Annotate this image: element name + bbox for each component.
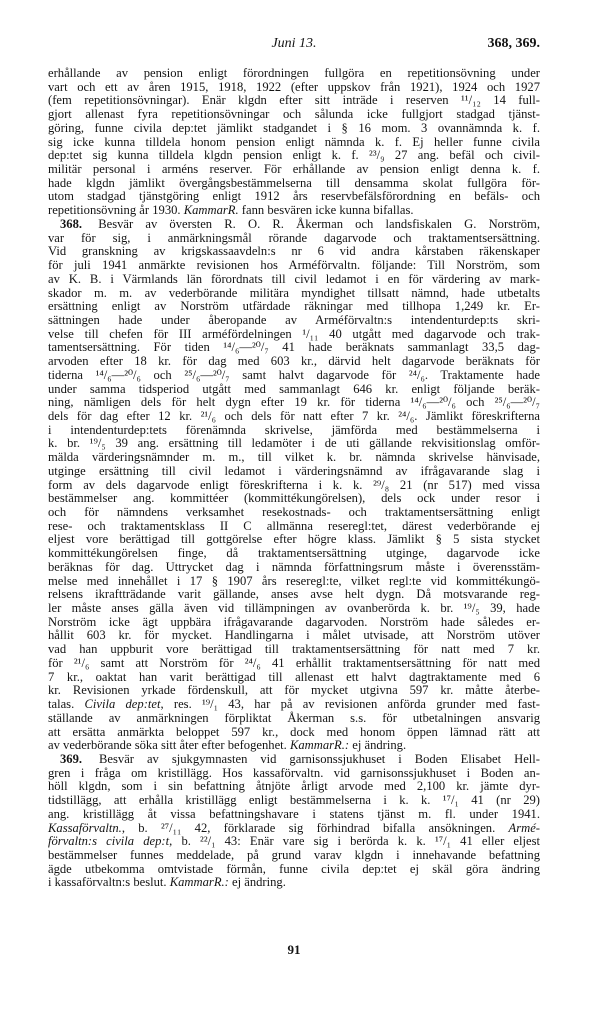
text-run: gjort allenast fyra repetitionsövningar och sålunda icke fullgjort stadgad tjänst- <box>48 107 540 122</box>
text-line <box>48 163 540 177</box>
text-run: k. br. ¹⁹/₅ 39 ang. ersättning till ledamöter i de uti gällande rekvisitionslag omför- <box>48 436 540 451</box>
text-line <box>48 424 540 438</box>
text-line <box>48 122 540 136</box>
text-line <box>48 492 540 506</box>
text-run: bestämmelser funnes meddelade, på grund varav klgdn i innehavande befattning <box>48 847 540 862</box>
text-line <box>48 876 540 890</box>
text-run: för ²¹/₆ samt att Norström för ²⁴/₆ 41 erhållit traktamentsersättning för natt med <box>48 655 540 670</box>
text-line <box>48 177 540 191</box>
text-run: 7 kr., oaktat han varit berättigad till allenast ett halvt dagtraktamente med 6 <box>48 669 540 684</box>
text-line <box>48 328 540 342</box>
text-line <box>48 684 540 698</box>
text-line <box>48 863 540 877</box>
text-line <box>48 561 540 575</box>
italic-citation: KammarR.: <box>169 875 229 890</box>
text-run: eljest vore berättigad till gottgörelse efter högre klass. Jämlikt § 5 sista stycket <box>48 532 540 547</box>
text-line <box>48 698 540 712</box>
text-run: var för sig, i anmärkningsmål rörande dagarvode och traktamentsersättning. <box>48 230 540 245</box>
text-run: att ersätta anmärkta beloppet 597 kr., dock med honom öppen lämnad rätt att <box>48 724 540 739</box>
text-run: ägde utbekomma omtvistade förmån, funne civila dep:tet ej skäl göra ändring <box>48 861 540 876</box>
text-run: i kassaförvaltn:s beslut. <box>48 875 170 890</box>
text-line <box>48 273 540 287</box>
text-line <box>48 520 540 534</box>
text-line <box>48 355 540 369</box>
text-run: i intendenturdep:tets förenämnda skrivelse, jämförda med bestämmelserna i <box>48 422 540 437</box>
text-line <box>48 506 540 520</box>
text-run: ler måste anses gälla även vid tillämpningen av ovanberörda k. br. ¹⁹/₅ 39, hade <box>48 601 540 616</box>
text-line <box>48 451 540 465</box>
text-run: för juli 1941 anmärkte revisionen hos Arméförvaltn. följande: Till Norström, som <box>48 258 540 273</box>
text-line <box>48 149 540 163</box>
text-line <box>48 822 540 836</box>
text-run: (fem repetitionsövningar). Enär klgdn efter sitt inträde i reserven ¹¹/₁₂ 14 full- <box>48 93 540 108</box>
text-line <box>48 671 540 685</box>
text-line <box>48 437 540 451</box>
text-run: velse till chefen för III arméfördelningen ¹/₁₁ 40 utgått med dagarvode och trak- <box>48 326 540 341</box>
text-line <box>48 739 540 753</box>
text-line <box>48 533 540 547</box>
text-run: repetitionsövning år 1930. <box>48 203 184 218</box>
text-run: utom stadgad tjänstgöring enligt 1912 års reservbefälsförordning en befäls- och <box>48 189 540 204</box>
text-run: skador m. m. av vederbörande militära myndighet tillsatt nämnd, hade utbetalts <box>48 285 540 300</box>
text-run: ang. kristillägg åt vissa befattningshavare i statens tjänst m. fl. under 1941. <box>48 806 540 821</box>
text-line <box>48 547 540 561</box>
text-run: rese- och traktamentsklass II C allmänna reseregl:tet, därest vederbörande ej <box>48 518 540 533</box>
text-line <box>48 465 540 479</box>
text-run: hade klgdn jämlikt övergångsbestämmelserna till densamma skolat fullgöra för- <box>48 175 540 190</box>
text-run: ställande av anmärkningen förpliktat Åkerman s.s. för utbetalningen ansvarig <box>48 710 540 725</box>
text-line <box>48 602 540 616</box>
text-run: kommittékungörelsen finge, då traktamentsersättning utginge, dagarvode icke <box>48 546 540 561</box>
text-run: erhållande av pension enligt förordningen fullgöra en repetitionsövning under <box>48 66 540 80</box>
running-header-case-numbers: 368, 369. <box>487 36 540 51</box>
text-line <box>48 190 540 204</box>
text-run: Norström icke ägt uppbära ifrågavarande dagarvoden. Norström hade således er- <box>48 614 540 629</box>
text-line <box>48 232 540 246</box>
text-line <box>48 81 540 95</box>
text-line <box>48 67 540 81</box>
text-run: dels för dag efter 12 kr. ²¹/₆ och dels för natt efter 7 kr. ²⁴/₆. Jämlikt föreskrifterna <box>48 408 540 423</box>
text-run: vart och ett av åren 1915, 1918, 1922 (efter uppskov från 1921), 1924 och 1927 <box>48 79 540 94</box>
text-line <box>48 314 540 328</box>
italic-citation: Civila dep:tet <box>84 697 161 712</box>
text-line <box>48 808 540 822</box>
text-run: tamentsersättning. För tiden ¹⁴/₆—²⁰/₇ 41 hade beräknats sammanlagt 33,5 dag- <box>48 340 540 355</box>
document-body <box>48 67 540 890</box>
text-line <box>48 767 540 781</box>
text-run: kr. Revisionen yrkade fördenskull, att för mycket utgivna 597 kr. måtte återbe- <box>48 683 540 698</box>
text-line <box>48 643 540 657</box>
text-run: under samma tidsperiod utgått med sammanlagt 646 kr. enligt följande beräk- <box>48 381 540 396</box>
text-run: ersättning enligt av Norström utfärdade räkningar med tillhopa 1,249 kr. Er- <box>48 299 540 314</box>
text-run: göring, funne civila dep:tet jämlikt stadgandet i § 16 mom. 3 ovannämnda k. f. <box>48 120 540 135</box>
text-line <box>48 108 540 122</box>
italic-citation: Armé- <box>508 820 540 835</box>
text-run: tidstillägg, att erhålla kristillägg enligt bestämmelserna i k. k. ¹⁷/₁ 41 (nr 29) <box>48 793 540 808</box>
text-line <box>48 94 540 108</box>
text-line <box>48 204 540 218</box>
text-line <box>48 616 540 630</box>
text-run: ning, nämligen dels för helt dygn efter 19 kr. för tiderna ¹⁴/₆—²⁰/₆ och ²⁵/₆—²⁰/₇ <box>48 395 540 410</box>
text-run: ej ändring. <box>228 875 286 890</box>
text-run: bestämmelser ang. kommittéer (kommittékungörelsen), dels ock under resor i <box>48 491 540 506</box>
italic-citation: KammarR.: <box>289 738 350 753</box>
text-line <box>48 341 540 355</box>
text-run: Besvär av sjukgymnasten vid garnisonssjukhuset i Boden Elisabet Hell- <box>86 751 540 766</box>
text-line <box>48 835 540 849</box>
text-run: tiderna ¹⁴/₆—²⁰/₆ och ²⁵/₆—²⁰/₇ samt halvt dagarvode för ²⁴/₆. Traktamente hade <box>48 367 540 382</box>
text-run: av vederbörande söka sitt åter efter befogenhet. <box>48 738 290 753</box>
text-line <box>48 410 540 424</box>
text-run: , b. ²⁷/₁₁ 42, förklarade sig förhindrad bifalla ansökningen. <box>121 820 509 835</box>
text-line <box>48 780 540 794</box>
page-number <box>0 942 616 958</box>
text-run: sig icke kunna tilldela honom pension enligt nämnda k. f. Ej heller funne civila <box>48 134 540 149</box>
text-run: och för nämndens verksamhet resekostnads- och traktamentsersättning enligt <box>48 505 540 519</box>
text-line <box>48 629 540 643</box>
case-number: 368. <box>60 216 83 231</box>
text-run: vad han uppburit vore berättigad till traktamentsersättning för natt med 7 kr. <box>48 642 540 657</box>
text-line <box>48 575 540 589</box>
text-line <box>48 479 540 493</box>
text-run: av K. B. i Värmlands län förordnats till civil ledamot i en för värdering av mark- <box>48 271 540 286</box>
text-run: fann besvären icke kunna bifallas. <box>238 203 414 218</box>
text-line <box>48 383 540 397</box>
case-number: 369. <box>60 751 83 766</box>
text-line <box>48 588 540 602</box>
text-line <box>48 136 540 150</box>
text-run: , b. ²²/₁ 43: Enär vare sig i berörda k. k. ¹⁷/₁ 41 eller eljest <box>169 834 540 849</box>
text-run: melse med innehållet i 17 § 1907 års reseregl:te, vilket regl:te vid kommittékungö- <box>48 573 540 588</box>
text-run: Vid granskning av krigskassaavdeln:s nr 6 vid andra kårstaben räkenskaper <box>48 244 540 259</box>
text-line <box>48 245 540 259</box>
text-run: ej ändring. <box>349 738 407 753</box>
text-line <box>48 300 540 314</box>
text-line <box>48 287 540 301</box>
text-line <box>48 369 540 383</box>
italic-citation: Kassaförvaltn. <box>48 820 122 835</box>
header-date-text: Juni 13. <box>271 36 317 51</box>
text-run: sättningen hade under åberopande av Arméförvaltn:s intendenturdep:ts skri- <box>48 312 540 327</box>
text-run: militär personal i arméns reserver. För erhållande av pension enligt denna k. f. <box>48 162 540 177</box>
text-line <box>48 753 540 767</box>
text-line <box>48 657 540 671</box>
text-run: gren i fråga om kristillägg. Hos kassaförvaltn. vid garnisonssjukhuset i Boden an- <box>48 765 540 780</box>
text-run: relsens ikraftträdande varit gällande, anses avse helt dygn. Då motsvarande reg- <box>48 587 540 602</box>
text-line <box>48 849 540 863</box>
text-run: utginge ersättning till civil ledamot i värderingsnämnd av ifrågavarande slag i <box>48 463 540 478</box>
text-run: Besvär av översten R. O. R. Åkerman och landsfiskalen G. Norström, <box>86 216 540 231</box>
text-run: mälda värderingsnämnder m. m., till vilket k. br. nämnda skrivelse hänvisade, <box>48 450 540 465</box>
page-number-text: 91 <box>287 942 301 957</box>
text-run: , res. ¹⁹/₁ 43, har på av revisionen anförda grunder med fast- <box>160 697 540 712</box>
text-line <box>48 259 540 273</box>
text-run: hållit 603 kr. för mycket. Handlingarna i målet utvisade, att Norström utöver <box>48 628 540 643</box>
text-run: form av dels dagarvode enligt föreskrifterna i k. k. ²⁹/₈ 21 (nr 517) med vissa <box>48 477 540 492</box>
italic-citation: förvaltn:s civila dep:t <box>48 834 170 849</box>
text-line <box>48 396 540 410</box>
text-run: dep:tet sig kunna tilldela klgdn pension enligt k. f. ²³/₉ 27 ang. befäl och civil- <box>48 148 540 163</box>
text-line <box>48 726 540 740</box>
text-run: beräknas för dag. Uttrycket dag i nämnda författningsrum måste i överensstäm- <box>48 559 540 574</box>
italic-citation: KammarR. <box>183 203 239 218</box>
text-run: talas. <box>48 697 85 712</box>
text-run: arvoden efter 18 kr. för dag med 603 kr., därvid helt dagarvode beräknats för <box>48 354 540 369</box>
text-run: höll klgdn, som i sin befattning åtnjöte årligt arvode med 2,100 kr. jämte dyr- <box>48 779 540 794</box>
text-line <box>48 794 540 808</box>
text-line <box>48 712 540 726</box>
text-line <box>48 218 540 232</box>
